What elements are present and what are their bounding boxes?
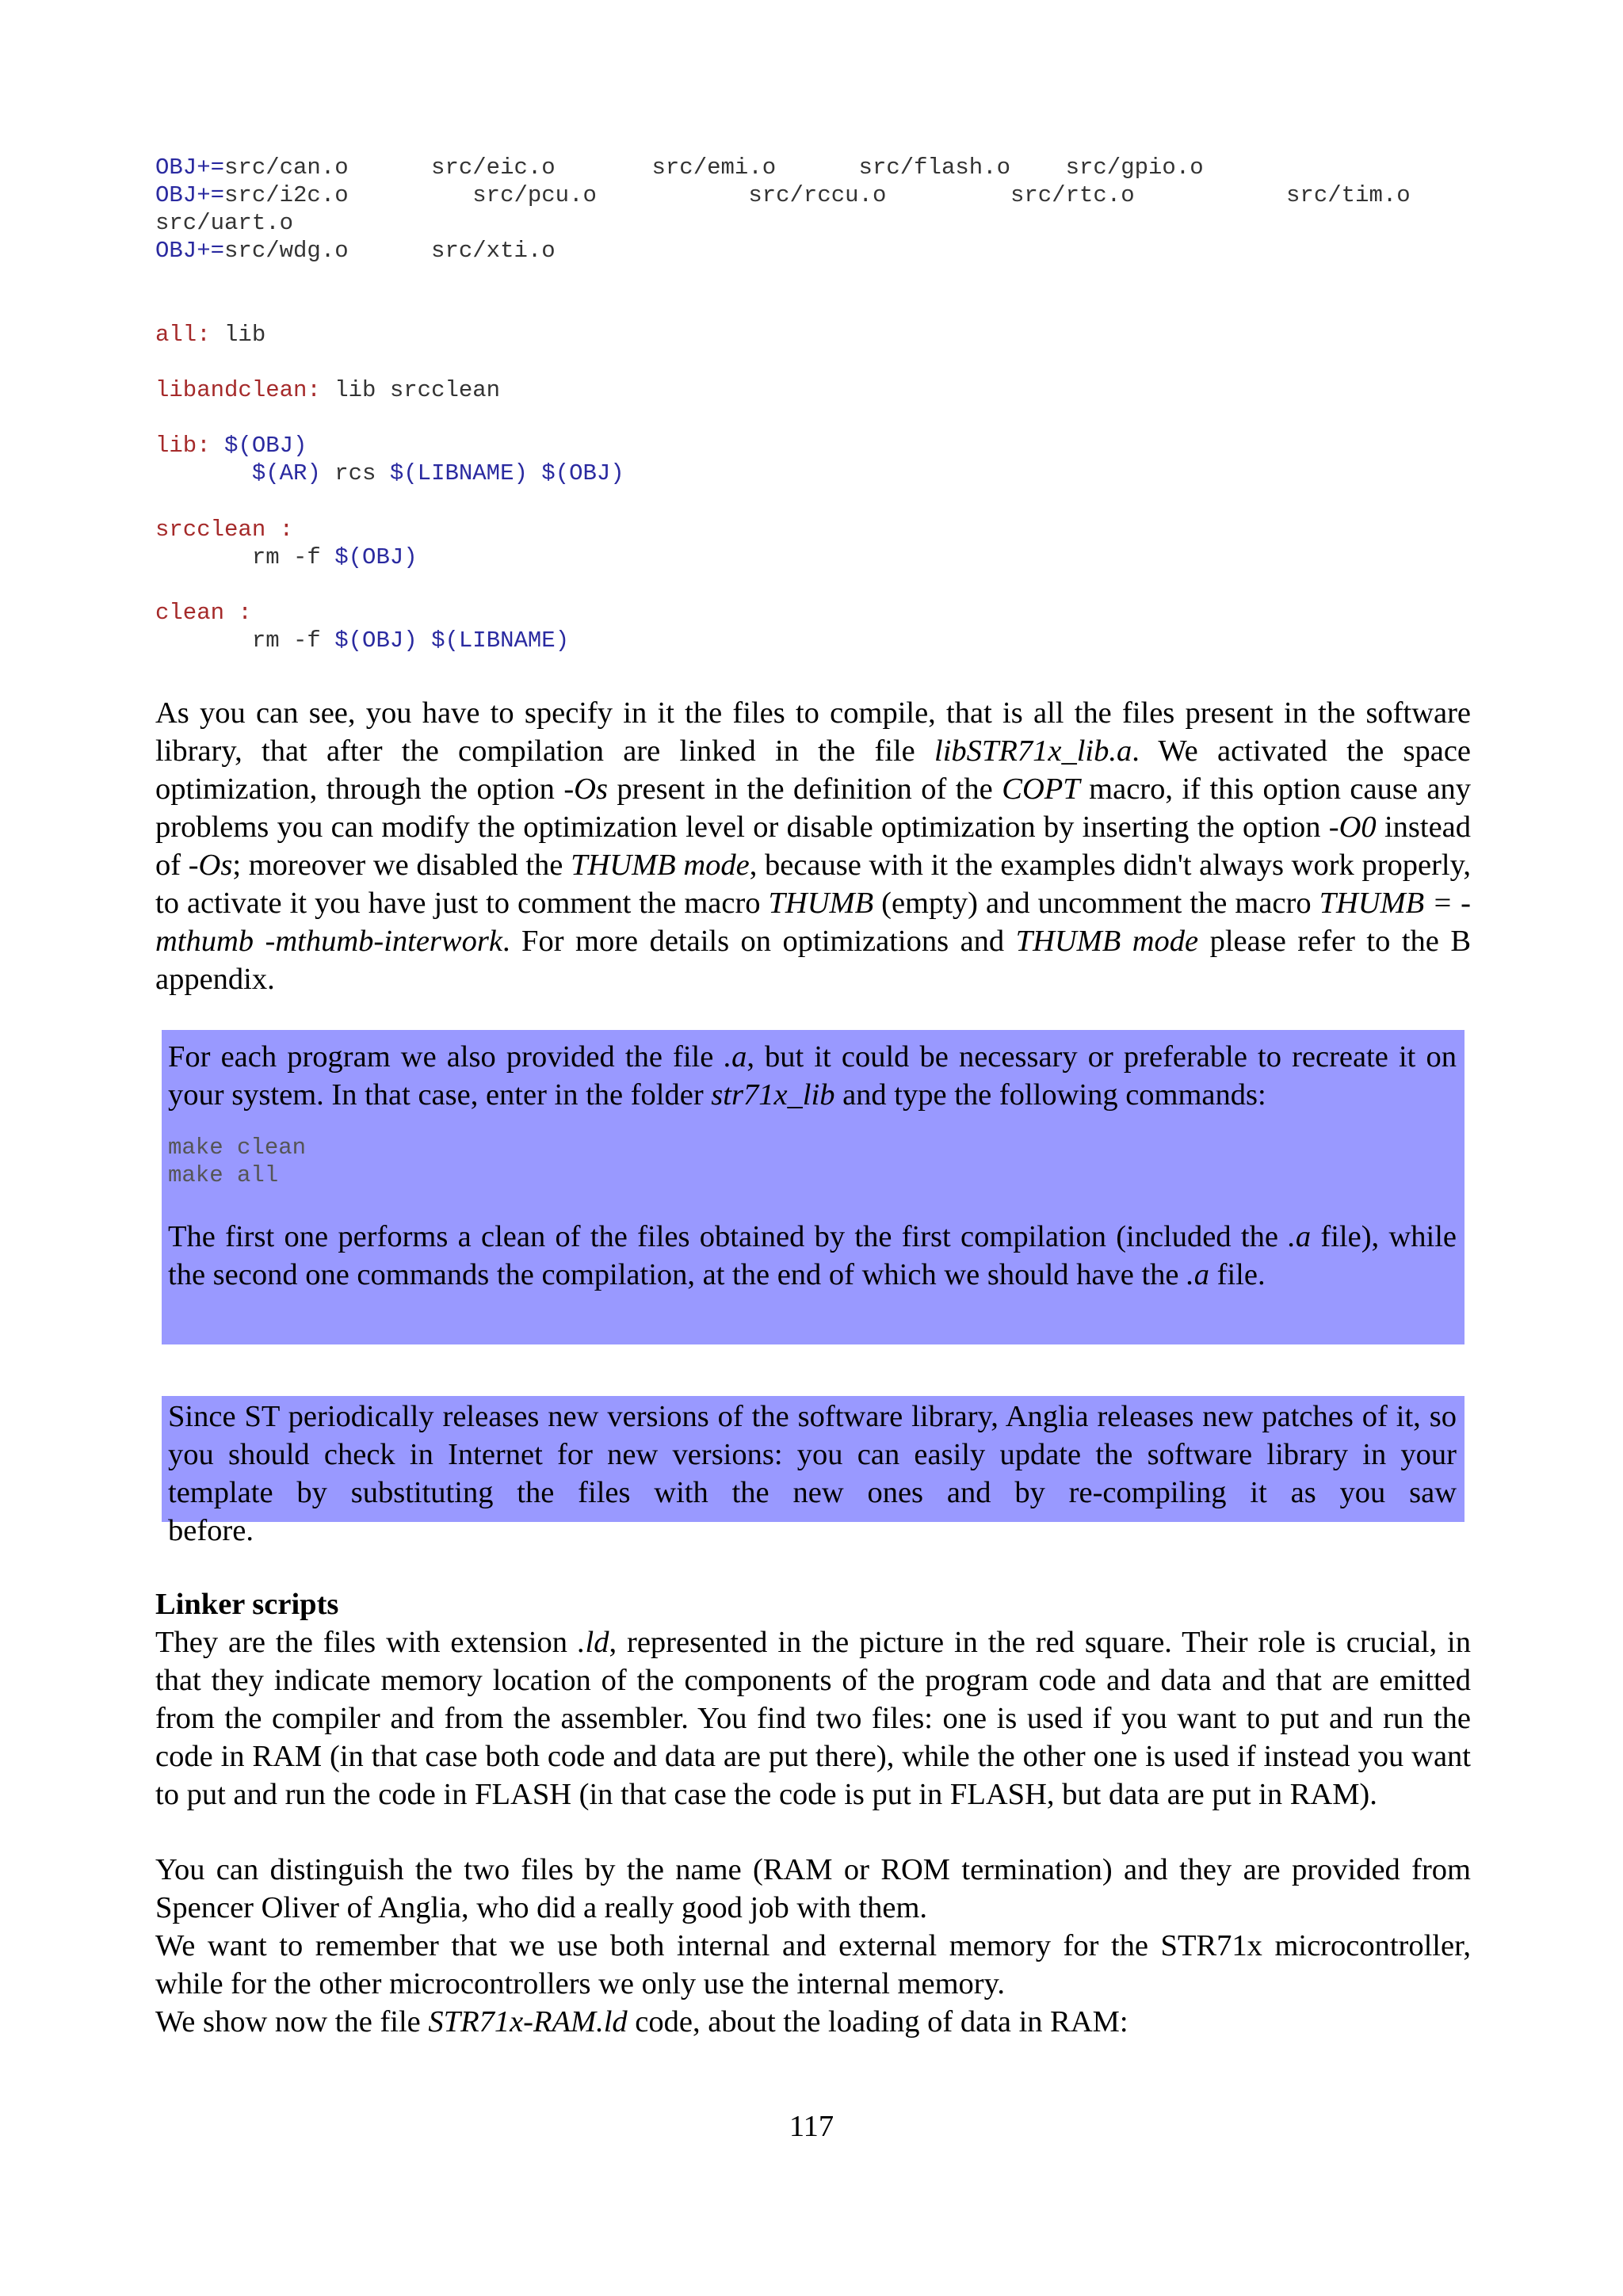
command-text: rm -f bbox=[155, 627, 335, 654]
obj-prefix: OBJ+= bbox=[155, 154, 225, 181]
page-number: 117 bbox=[789, 2110, 834, 2143]
code-command-ar bbox=[155, 460, 624, 487]
paragraph-linker-intro: They are the files with extension .ld, represented in the picture in the red square. Their role is crucial, in that they indicate memory location of the components of the program code and data and that are emitted from the compiler and from the assembler. You find two files: one is used if you want to put and run the code in RAM (in that case both code and data are put there), while the other one is used if instead you want to put and run the code in FLASH (in that case the code is put in FLASH, but data are put in RAM). bbox=[155, 1626, 1471, 1811]
target-name: all: bbox=[155, 322, 211, 348]
command-text bbox=[155, 460, 252, 486]
paragraph-linker-show: We show now the file STR71x-RAM.ld code, about the loading of data in RAM: bbox=[155, 2005, 1128, 2039]
code-command-rm-obj bbox=[155, 543, 418, 571]
paragraph-linker-files: You can distinguish the two files by the name (RAM or ROM termination) and they are provided from Spencer Oliver of Anglia, who did a really good job with them. bbox=[155, 1853, 1471, 1924]
target-name: lib: bbox=[155, 433, 211, 459]
code-target-clean bbox=[155, 599, 252, 627]
note-box-rebuild-library bbox=[162, 1030, 1465, 1344]
obj-files: src/i2c.o src/pcu.o src/rccu.o src/rtc.o src/tim.o bbox=[224, 182, 1411, 208]
note-box-updates-text: Since ST periodically releases new versions of the software library, Anglia releases new patches of it, so you should check in Internet for new versions: you can easily update the software library in your template by substituting the files with the new ones and by re-compiling it as you saw bbox=[168, 1400, 1457, 1509]
target-name: clean : bbox=[155, 600, 252, 626]
obj-prefix: OBJ+= bbox=[155, 238, 225, 264]
command-text bbox=[418, 627, 431, 654]
command-text: rm -f bbox=[155, 544, 335, 570]
code-line-obj-4 bbox=[155, 237, 556, 265]
paragraph-makefile-explanation: As you can see, you have to specify in it the files to compile, that is all the files present in the software library, that after the compilation are linked in the file libSTR71x_lib.a. We activated the space optimization, through the option -Os present in the definition of the COPT macro, if this option cause any problems you can modify the optimization level or disable optimization by inserting the option -O0 instead of -Os; moreover we disabled the THUMB mode, because with it the examples didn't always work properly, to activate it you have just to comment the macro THUMB (empty) and uncomment the macro THUMB = -mthumb -mthumb-interwork. For more details on optimizations and THUMB mode please refer to the B appendix. bbox=[155, 696, 1472, 996]
code-line-obj-2 bbox=[155, 181, 1411, 209]
command-text: rcs bbox=[320, 460, 390, 486]
command-make-clean: make clean bbox=[168, 1135, 307, 1161]
make-variable: $(AR) bbox=[251, 460, 321, 486]
paragraph-linker-memory: We want to remember that we use both internal and external memory for the STR71x microcontroller, while for the other microcontrollers we only use the internal memory. bbox=[155, 1929, 1471, 2000]
command-make-all: make all bbox=[168, 1162, 279, 1188]
code-target-lib bbox=[155, 432, 307, 460]
obj-files: src/can.o src/eic.o src/emi.o src/flash.o src/gpio.o bbox=[224, 154, 1204, 181]
note-box-intro: For each program we also provided the file .a, but it could be necessary or preferable to recreate it on your system. In that case, enter in the folder str71x_lib and type the following commands: bbox=[168, 1040, 1457, 1112]
code-target-all bbox=[155, 321, 265, 349]
target-deps: lib bbox=[210, 322, 266, 348]
make-variable: $(OBJ) bbox=[334, 627, 418, 654]
code-line-obj-3 bbox=[155, 209, 293, 237]
section-heading-linker-scripts: Linker scripts bbox=[155, 1588, 339, 1621]
target-deps: $(OBJ) bbox=[210, 433, 307, 459]
note-box-explanation: The first one performs a clean of the files obtained by the first compilation (included the .a file), while the second one commands the compilation, at the end of which we should have the .a file. bbox=[168, 1220, 1457, 1291]
make-variable: $(OBJ) bbox=[541, 460, 624, 486]
target-deps: lib srcclean bbox=[320, 377, 501, 403]
code-command-rm-all bbox=[155, 627, 569, 654]
code-target-srcclean bbox=[155, 516, 293, 543]
make-variable: $(OBJ) bbox=[334, 544, 418, 570]
target-name: srcclean : bbox=[155, 517, 294, 543]
command-text bbox=[528, 460, 541, 486]
obj-files: src/uart.o bbox=[155, 210, 294, 236]
make-variable: $(LIBNAME) bbox=[431, 627, 570, 654]
code-target-libandclean bbox=[155, 376, 500, 404]
make-variable: $(LIBNAME) bbox=[389, 460, 528, 486]
note-box-updates-tail: before. bbox=[168, 1514, 254, 1547]
obj-prefix: OBJ+= bbox=[155, 182, 225, 208]
obj-files: src/wdg.o src/xti.o bbox=[224, 238, 556, 264]
code-line-obj-1 bbox=[155, 154, 1204, 181]
target-name: libandclean: bbox=[155, 377, 321, 403]
